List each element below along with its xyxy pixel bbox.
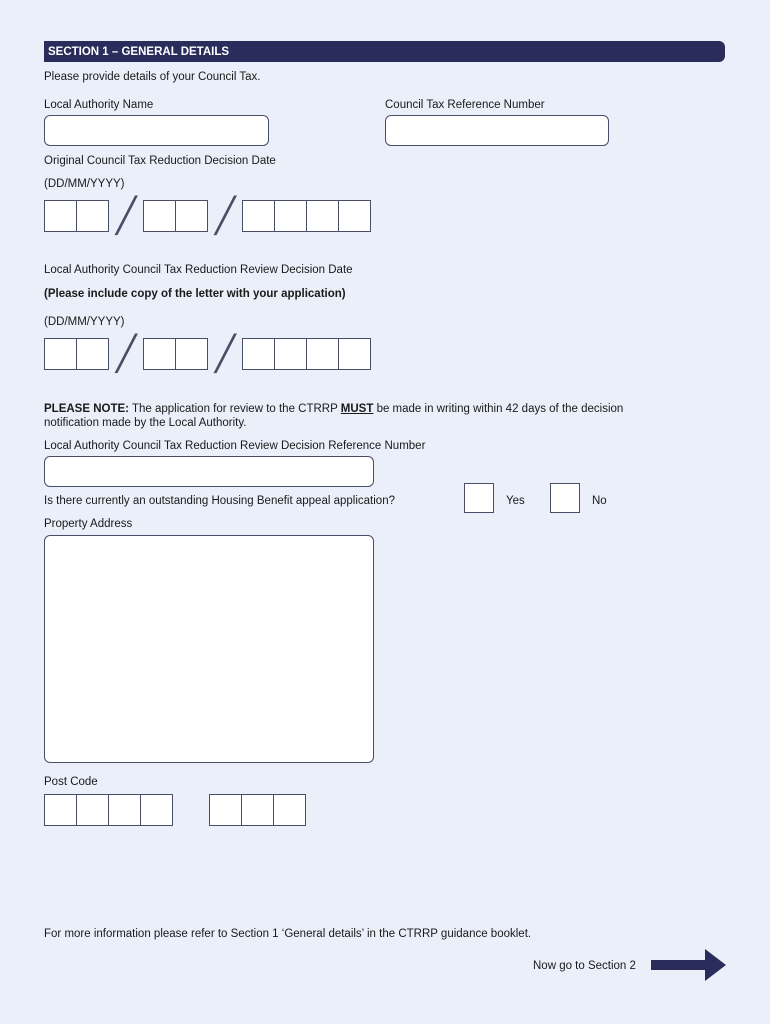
review-decision-date-label: Local Authority Council Tax Reduction Review Decision Date xyxy=(44,264,353,276)
next-section-text: Now go to Section 2 xyxy=(533,960,636,972)
date-digit-box[interactable] xyxy=(44,338,77,370)
original-date-day xyxy=(44,200,109,232)
date-digit-box[interactable] xyxy=(76,338,109,370)
date-digit-box[interactable] xyxy=(274,338,307,370)
original-decision-date-format: (DD/MM/YYYY) xyxy=(44,178,125,190)
please-note-must: MUST xyxy=(340,403,374,415)
date-digit-box[interactable] xyxy=(242,338,275,370)
property-address-textarea[interactable] xyxy=(44,535,374,763)
review-date-month xyxy=(143,338,208,370)
please-note-text-1: The application for review to the CTRRP xyxy=(128,403,341,415)
date-digit-box[interactable] xyxy=(274,200,307,232)
hb-appeal-no-label: No xyxy=(592,495,607,507)
date-digit-box[interactable] xyxy=(338,338,371,370)
date-digit-box[interactable] xyxy=(175,200,208,232)
local-authority-name-label: Local Authority Name xyxy=(44,99,154,111)
please-note xyxy=(44,402,623,416)
date-digit-box[interactable] xyxy=(242,200,275,232)
council-tax-ref-input[interactable] xyxy=(385,115,609,146)
please-note-prefix: PLEASE NOTE: xyxy=(44,403,129,415)
original-decision-date-label: Original Council Tax Reduction Decision Date xyxy=(44,155,276,167)
arrow-right-icon-svg xyxy=(651,948,727,982)
date-separator-slash: ╱ xyxy=(215,196,236,236)
review-date-year xyxy=(242,338,371,370)
hb-appeal-no-checkbox[interactable] xyxy=(550,483,580,513)
footer-info: For more information please refer to Section 1 ‘General details’ in the CTRRP guidance booklet. xyxy=(44,928,532,940)
original-date-year xyxy=(242,200,371,232)
post-code-inward xyxy=(209,794,306,826)
hb-appeal-question: Is there currently an outstanding Housing Benefit appeal application? xyxy=(44,495,395,507)
hb-appeal-yes-label: Yes xyxy=(506,495,525,507)
date-digit-box[interactable] xyxy=(306,200,339,232)
review-reference-label: Local Authority Council Tax Reduction Review Decision Reference Number xyxy=(44,440,426,452)
post-code-label: Post Code xyxy=(44,776,98,788)
review-decision-date-format: (DD/MM/YYYY) xyxy=(44,316,125,328)
post-code-char-box[interactable] xyxy=(140,794,173,826)
date-digit-box[interactable] xyxy=(76,200,109,232)
post-code-char-box[interactable] xyxy=(209,794,242,826)
review-decision-date-note: (Please include copy of the letter with your application) xyxy=(44,288,346,300)
hb-appeal-yes-checkbox[interactable] xyxy=(464,483,494,513)
post-code-char-box[interactable] xyxy=(44,794,77,826)
post-code-char-box[interactable] xyxy=(273,794,306,826)
original-date-month xyxy=(143,200,208,232)
please-note-line2: notification made by the Local Authority. xyxy=(44,417,247,429)
date-digit-box[interactable] xyxy=(143,338,176,370)
date-separator-slash: ╱ xyxy=(116,196,137,236)
review-date-day xyxy=(44,338,109,370)
date-separator-slash: ╱ xyxy=(116,334,137,374)
date-digit-box[interactable] xyxy=(338,200,371,232)
review-reference-input[interactable] xyxy=(44,456,374,487)
date-digit-box[interactable] xyxy=(175,338,208,370)
property-address-label: Property Address xyxy=(44,518,133,530)
date-digit-box[interactable] xyxy=(306,338,339,370)
section-title: SECTION 1 – GENERAL DETAILS xyxy=(48,46,230,58)
date-separator-slash: ╱ xyxy=(215,334,236,374)
post-code-char-box[interactable] xyxy=(241,794,274,826)
council-tax-ref-label: Council Tax Reference Number xyxy=(385,99,545,111)
post-code-char-box[interactable] xyxy=(76,794,109,826)
date-digit-box[interactable] xyxy=(44,200,77,232)
please-note-text-2: be made in writing within 42 days of the decision xyxy=(373,403,624,415)
section-intro: Please provide details of your Council Tax. xyxy=(44,71,261,83)
local-authority-name-input[interactable] xyxy=(44,115,269,146)
date-digit-box[interactable] xyxy=(143,200,176,232)
post-code-char-box[interactable] xyxy=(108,794,141,826)
arrow-right-icon[interactable] xyxy=(651,948,727,982)
post-code-outward xyxy=(44,794,173,826)
